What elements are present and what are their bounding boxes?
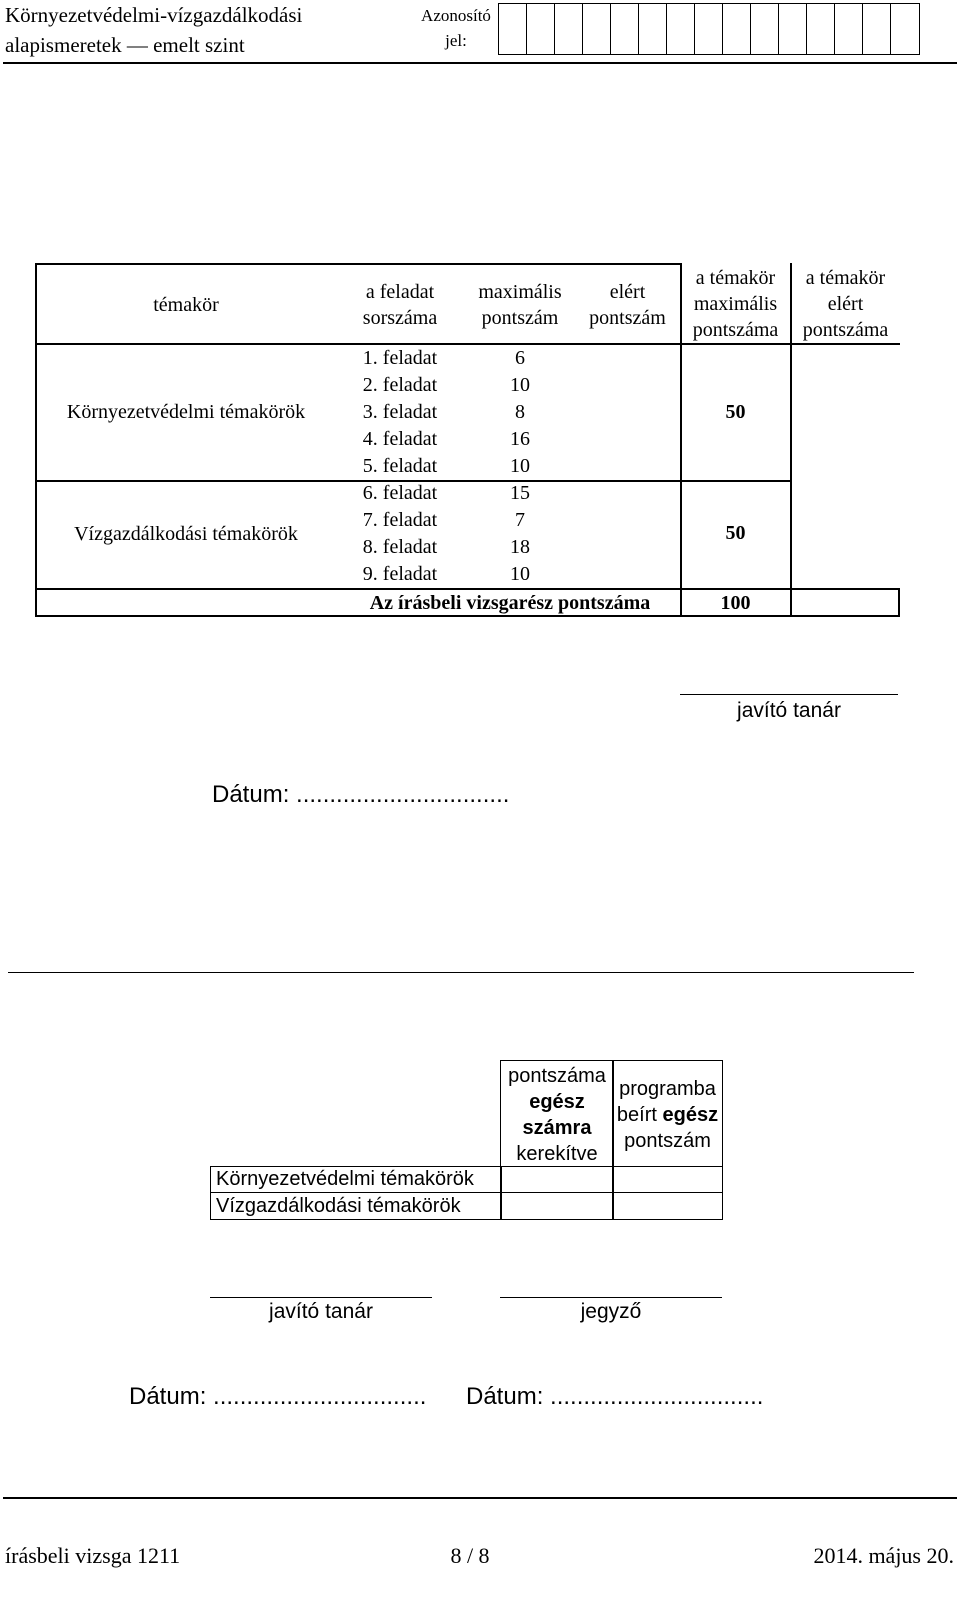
group-name-kornyezet: Környezetvédelmi témakörök: [66, 401, 306, 423]
footer-date: 2014. május 20.: [813, 1543, 954, 1568]
id-label-line1: Azonosító: [421, 6, 491, 25]
task-label: 1. feladat: [362, 347, 438, 369]
id-box[interactable]: [667, 4, 695, 54]
signature-role-left: javító tanár: [269, 1300, 373, 1323]
group-max-viz: 50: [725, 522, 746, 544]
header-temakor-elert: [791, 265, 900, 343]
task-achieved-cell[interactable]: [575, 372, 680, 399]
task-achieved-cell[interactable]: [575, 453, 680, 480]
summary-col2-l2a: beírt: [616, 1104, 663, 1126]
signature-line-right: [500, 1297, 722, 1298]
header-title: [5, 0, 302, 60]
header-telert-line2: elért: [827, 293, 864, 315]
task-achieved-cell[interactable]: [575, 399, 680, 426]
header-sorszam: [340, 279, 460, 331]
task-label: 6. feladat: [362, 482, 438, 504]
id-boxes[interactable]: [498, 3, 920, 55]
total-value: 100: [720, 592, 751, 614]
id-box[interactable]: [723, 4, 751, 54]
task-max: 10: [510, 455, 530, 477]
header-tmax-line1: a témakör: [695, 267, 776, 289]
footer-page-number: 8 / 8: [450, 1543, 490, 1568]
header-elert: [575, 279, 680, 331]
task-label: 4. feladat: [362, 428, 438, 450]
id-box[interactable]: [499, 4, 527, 54]
date-field-right[interactable]: Dátum: ................................: [466, 1383, 764, 1410]
id-box[interactable]: [527, 4, 555, 54]
header-temakor: témakör: [153, 294, 219, 316]
task-achieved-cell[interactable]: [575, 561, 680, 588]
summary-col2-l3: pontszám: [624, 1130, 711, 1152]
header-telert-line3: pontszáma: [802, 319, 889, 341]
id-box[interactable]: [751, 4, 779, 54]
header-tmax-line3: pontszáma: [692, 319, 779, 341]
summary-col2-l2b: egész: [662, 1104, 719, 1126]
footer-rule: [3, 1497, 957, 1499]
summary-row2-program-cell[interactable]: [612, 1192, 723, 1220]
footer-left: írásbeli vizsga 1211: [5, 1543, 181, 1568]
signature-role-1: javító tanár: [737, 699, 841, 722]
summary-row2-label: Vízgazdálkodási témakörök: [216, 1195, 461, 1217]
header-elert-line1: elért: [609, 281, 646, 303]
task-label: 3. feladat: [362, 401, 438, 423]
task-achieved-cell[interactable]: [575, 426, 680, 453]
summary-row1-label: Környezetvédelmi témakörök: [216, 1168, 474, 1190]
task-max: 10: [510, 374, 530, 396]
task-max: 16: [510, 428, 530, 450]
header-max-line2: pontszám: [481, 307, 559, 329]
task-achieved-cell[interactable]: [575, 534, 680, 561]
id-box[interactable]: [611, 4, 639, 54]
header-temakor-max: [681, 265, 790, 343]
table-right-border: [898, 588, 900, 617]
task-max: 7: [515, 509, 525, 531]
task-max: 15: [510, 482, 530, 504]
header-tmax-line2: maximális: [693, 293, 778, 315]
header-elert-line2: pontszám: [589, 307, 666, 329]
summary-col2-l2: [612, 1102, 723, 1128]
id-box[interactable]: [639, 4, 667, 54]
date-field-left[interactable]: Dátum: ................................: [129, 1383, 427, 1410]
group-name-viz: Vízgazdálkodási témakörök: [74, 523, 298, 545]
id-box[interactable]: [807, 4, 835, 54]
signature-line-1: [680, 694, 898, 695]
id-box[interactable]: [891, 4, 919, 54]
header-telert-line1: a témakör: [805, 267, 886, 289]
task-achieved-cell[interactable]: [575, 345, 680, 372]
task-label: 9. feladat: [362, 563, 438, 585]
task-max: 10: [510, 563, 530, 585]
summary-col1-header: [500, 1063, 614, 1167]
id-box[interactable]: [863, 4, 891, 54]
summary-col2-l1: programba: [619, 1078, 716, 1100]
summary-col1-l1: pontszáma: [508, 1065, 606, 1087]
header-max-line1: maximális: [478, 281, 562, 303]
date-field-1[interactable]: Dátum: ................................: [212, 781, 510, 808]
header-title-line1: Környezetvédelmi-vízgazdálkodási: [5, 3, 303, 27]
task-label: 5. feladat: [362, 455, 438, 477]
section-separator: [8, 972, 914, 973]
table-top-border: [35, 263, 680, 265]
header-max: [460, 279, 580, 331]
task-max: 6: [515, 347, 525, 369]
header-rule: [3, 62, 957, 64]
id-box[interactable]: [555, 4, 583, 54]
table-group-divider-right: [680, 480, 790, 482]
task-label: 7. feladat: [362, 509, 438, 531]
summary-col2-header: [612, 1076, 723, 1154]
id-box[interactable]: [695, 4, 723, 54]
summary-row1-rounded-cell[interactable]: [500, 1166, 614, 1193]
summary-row2-rounded-cell[interactable]: [500, 1192, 614, 1220]
id-label-line2: jel:: [445, 31, 467, 50]
id-box[interactable]: [835, 4, 863, 54]
id-box[interactable]: [583, 4, 611, 54]
signature-role-right: jegyző: [580, 1300, 642, 1323]
signature-line-left: [210, 1297, 432, 1298]
header-sorszam-line1: a feladat: [365, 281, 435, 303]
summary-col1-l3: számra: [522, 1117, 592, 1139]
task-achieved-cell[interactable]: [575, 480, 680, 507]
id-label: [420, 3, 492, 53]
task-label: 2. feladat: [362, 374, 438, 396]
group-max-kornyezet: 50: [725, 401, 746, 423]
summary-col1-l2: egész: [529, 1091, 585, 1113]
header-sorszam-line2: sorszáma: [362, 307, 438, 329]
id-box[interactable]: [779, 4, 807, 54]
header-title-line2: alapismeretek — emelt szint: [5, 33, 245, 57]
task-achieved-cell[interactable]: [575, 507, 680, 534]
task-max: 8: [515, 401, 525, 423]
summary-row1-program-cell[interactable]: [612, 1166, 723, 1193]
total-label: Az írásbeli vizsgarész pontszáma: [369, 592, 651, 614]
task-label: 8. feladat: [362, 536, 438, 558]
summary-col1-l4: kerekítve: [516, 1143, 598, 1165]
task-max: 18: [510, 536, 530, 558]
